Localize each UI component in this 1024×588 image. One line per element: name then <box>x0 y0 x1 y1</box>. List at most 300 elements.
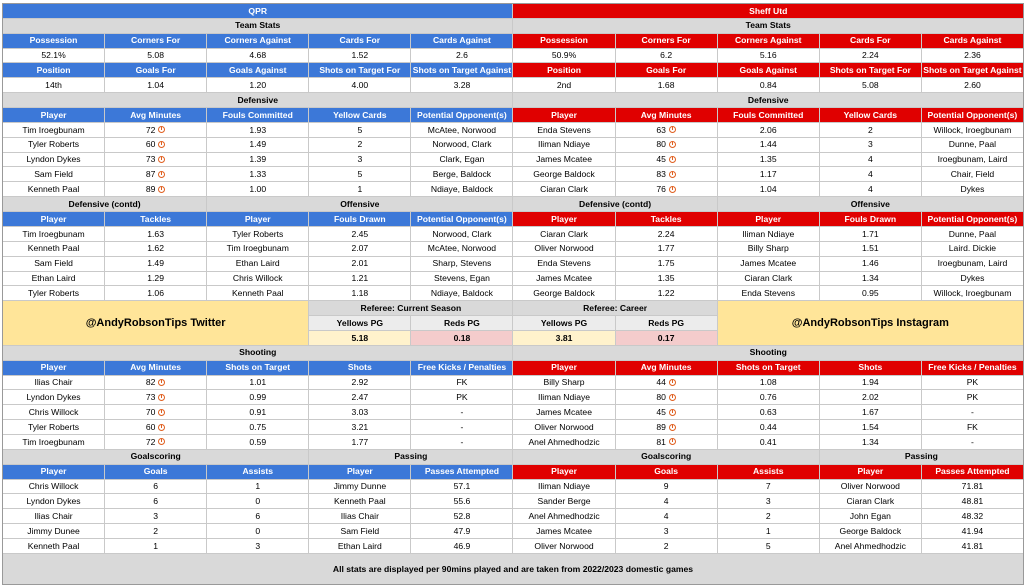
home-stat-value: 5.08 <box>105 49 206 63</box>
away-defensive-cell: 1.35 <box>718 153 819 167</box>
away-defensive-cell: Ciaran Clark <box>513 182 614 196</box>
away-tackles-cell: 1.75 <box>616 257 717 271</box>
home-goals-cell: 3 <box>207 539 308 553</box>
home-defensive-cell: McAtee, Norwood <box>411 123 512 137</box>
away-defensive-cell-value: 83 <box>656 169 666 180</box>
away-passing-cell: Oliver Norwood <box>820 480 921 494</box>
home-offensive-header: Potential Opponent(s) <box>411 212 512 226</box>
home-tackles-header: Tackles <box>105 212 206 226</box>
home-goals-cell: 3 <box>105 509 206 523</box>
away-goals-header: Assists <box>718 465 819 479</box>
home-defensive-cell-value: 89 <box>145 183 156 194</box>
home-offensive-cell: Kenneth Paal <box>207 286 308 300</box>
home-goals-cell: Kenneth Paal <box>3 539 104 553</box>
section-goalscoring-away: Goalscoring <box>513 450 818 464</box>
section-shooting-home: Shooting <box>3 346 512 360</box>
home-goals-cell: 1 <box>207 480 308 494</box>
away-defensive-header: Yellow Cards <box>820 108 921 122</box>
stopwatch-icon <box>158 126 165 133</box>
away-goals-header: Player <box>513 465 614 479</box>
home-tackles-cell: Sam Field <box>3 257 104 271</box>
away-shooting-cell: 0.41 <box>718 435 819 449</box>
away-defensive-cell: Iroegbunam, Laird <box>922 153 1023 167</box>
home-defensive-cell: 1.00 <box>207 182 308 196</box>
home-passing-header: Passes Attempted <box>411 465 512 479</box>
home-defensive-header: Potential Opponent(s) <box>411 108 512 122</box>
away-goals-cell: Anel Ahmedhodzic <box>513 509 614 523</box>
stopwatch-icon <box>158 394 165 401</box>
home-stat-header: Cards Against <box>411 34 512 48</box>
away-shooting-cell-value: 44 <box>656 377 666 388</box>
away-goals-cell: James Mcatee <box>513 524 614 538</box>
home-defensive-cell: Tyler Roberts <box>3 138 104 152</box>
home-offensive-cell: 1.21 <box>309 272 410 286</box>
away-defensive-header: Fouls Committed <box>718 108 819 122</box>
home-offensive-cell: Sharp, Stevens <box>411 257 512 271</box>
home-offensive-cell: Chris Willock <box>207 272 308 286</box>
away-shooting-cell: 1.54 <box>820 420 921 434</box>
away-defensive-cell: George Baldock <box>513 167 614 181</box>
away-shooting-cell: 1.67 <box>820 405 921 419</box>
away-goals-cell: 2 <box>616 539 717 553</box>
away-stat-value: 2nd <box>513 78 614 92</box>
home-passing-cell: Jimmy Dunne <box>309 480 410 494</box>
home-defensive-cell: 1.93 <box>207 123 308 137</box>
away-stat-header: Position <box>513 63 614 77</box>
away-goals-cell: 9 <box>616 480 717 494</box>
away-defensive-header: Potential Opponent(s) <box>922 108 1023 122</box>
away-passing-cell: 41.81 <box>922 539 1023 553</box>
away-defensive-cell <box>616 123 717 137</box>
home-stat-header: Shots on Target For <box>309 63 410 77</box>
section-shooting-away: Shooting <box>513 346 1023 360</box>
away-defensive-cell <box>616 138 717 152</box>
home-defensive-cell: 5 <box>309 167 410 181</box>
home-defensive-cell: Kenneth Paal <box>3 182 104 196</box>
home-shooting-cell: 1.77 <box>309 435 410 449</box>
stopwatch-icon <box>158 156 165 163</box>
home-defensive-cell <box>105 182 206 196</box>
away-offensive-cell: Willock, Iroegbunam <box>922 286 1023 300</box>
home-passing-cell: Ilias Chair <box>309 509 410 523</box>
home-offensive-cell: Tim Iroegbunam <box>207 242 308 256</box>
home-stat-value: 52.1% <box>3 49 104 63</box>
home-shooting-cell: - <box>411 420 512 434</box>
away-passing-cell: John Egan <box>820 509 921 523</box>
home-shooting-cell: 0.75 <box>207 420 308 434</box>
home-defensive-cell: 1.49 <box>207 138 308 152</box>
away-defensive-cell: Enda Stevens <box>513 123 614 137</box>
away-tackles-cell: George Baldock <box>513 286 614 300</box>
home-goals-cell: 2 <box>105 524 206 538</box>
away-defensive-cell: 2 <box>820 123 921 137</box>
home-tackles-header: Player <box>3 212 104 226</box>
home-shooting-cell: FK <box>411 376 512 390</box>
away-defensive-cell: James Mcatee <box>513 153 614 167</box>
stopwatch-icon <box>158 424 165 431</box>
away-passing-cell: 48.81 <box>922 494 1023 508</box>
home-shooting-cell-value: 60 <box>145 421 156 432</box>
away-offensive-cell: 0.95 <box>820 286 921 300</box>
away-offensive-header: Fouls Drawn <box>820 212 921 226</box>
home-shooting-cell: - <box>411 405 512 419</box>
section-passing-away: Passing <box>820 450 1023 464</box>
stopwatch-icon <box>669 394 676 401</box>
home-shooting-cell: 1.01 <box>207 376 308 390</box>
away-offensive-cell: Dykes <box>922 272 1023 286</box>
away-shooting-cell: James Mcatee <box>513 405 614 419</box>
instagram-promo: @AndyRobsonTips Instagram <box>718 301 1023 345</box>
away-offensive-cell: James Mcatee <box>718 257 819 271</box>
away-tackles-header: Player <box>513 212 614 226</box>
away-passing-cell: Anel Ahmedhodzic <box>820 539 921 553</box>
team-header-sheff-utd: Sheff Utd <box>513 4 1023 18</box>
home-passing-header: Player <box>309 465 410 479</box>
home-goals-cell: 6 <box>105 480 206 494</box>
home-defensive-header: Avg Minutes <box>105 108 206 122</box>
home-shooting-cell: Chris Willock <box>3 405 104 419</box>
home-offensive-cell: Ethan Laird <box>207 257 308 271</box>
home-defensive-cell: Ndiaye, Baldock <box>411 182 512 196</box>
away-shooting-cell: Billy Sharp <box>513 376 614 390</box>
home-shooting-cell-value: 70 <box>145 406 156 417</box>
section-offensive-home: Offensive <box>207 197 512 211</box>
home-goals-header: Goals <box>105 465 206 479</box>
referee-season-yellows: 5.18 <box>309 331 410 345</box>
away-shooting-header: Shots on Target <box>718 361 819 375</box>
away-defensive-cell: 4 <box>820 182 921 196</box>
home-offensive-cell: McAtee, Norwood <box>411 242 512 256</box>
section-defensive-away: Defensive <box>513 93 1023 107</box>
home-stat-header: Cards For <box>309 34 410 48</box>
home-defensive-cell <box>105 167 206 181</box>
home-stat-value: 1.04 <box>105 78 206 92</box>
section-team-stats-away: Team Stats <box>513 19 1023 33</box>
away-goals-cell: 2 <box>718 509 819 523</box>
section-passing-home: Passing <box>309 450 512 464</box>
away-defensive-cell: 3 <box>820 138 921 152</box>
stopwatch-icon <box>669 186 676 193</box>
home-offensive-cell: 2.01 <box>309 257 410 271</box>
stopwatch-icon <box>158 171 165 178</box>
home-tackles-cell: 1.06 <box>105 286 206 300</box>
away-goals-cell: 5 <box>718 539 819 553</box>
home-passing-cell: Kenneth Paal <box>309 494 410 508</box>
away-tackles-cell: 2.24 <box>616 227 717 241</box>
away-defensive-cell: Chair, Field <box>922 167 1023 181</box>
away-defensive-cell: Iliman Ndiaye <box>513 138 614 152</box>
away-goals-cell: 3 <box>616 524 717 538</box>
home-goals-cell: 6 <box>207 509 308 523</box>
away-shooting-cell: 1.34 <box>820 435 921 449</box>
home-passing-cell: 55.6 <box>411 494 512 508</box>
home-shooting-header: Avg Minutes <box>105 361 206 375</box>
away-shooting-cell-value: 81 <box>656 436 666 447</box>
away-shooting-cell: - <box>922 435 1023 449</box>
away-passing-header: Passes Attempted <box>922 465 1023 479</box>
home-tackles-cell: Kenneth Paal <box>3 242 104 256</box>
away-defensive-cell: 2.06 <box>718 123 819 137</box>
away-defensive-cell: Dykes <box>922 182 1023 196</box>
away-defensive-cell: Willock, Iroegbunam <box>922 123 1023 137</box>
away-defensive-cell <box>616 182 717 196</box>
home-stat-header: Position <box>3 63 104 77</box>
home-defensive-cell <box>105 153 206 167</box>
home-defensive-cell: Lyndon Dykes <box>3 153 104 167</box>
home-shooting-cell: Tim Iroegbunam <box>3 435 104 449</box>
stopwatch-icon <box>158 409 165 416</box>
home-defensive-cell-value: 73 <box>145 154 156 165</box>
stopwatch-icon <box>669 126 676 133</box>
away-passing-cell: 48.32 <box>922 509 1023 523</box>
away-shooting-cell: 0.63 <box>718 405 819 419</box>
stopwatch-icon <box>669 379 676 386</box>
away-passing-cell: George Baldock <box>820 524 921 538</box>
section-team-stats-home: Team Stats <box>3 19 512 33</box>
home-defensive-cell <box>105 138 206 152</box>
away-offensive-cell: Iroegbunam, Laird <box>922 257 1023 271</box>
away-shooting-header: Shots <box>820 361 921 375</box>
twitter-promo: @AndyRobsonTips Twitter <box>3 301 308 345</box>
home-shooting-cell: 0.59 <box>207 435 308 449</box>
home-goals-cell: Ilias Chair <box>3 509 104 523</box>
stopwatch-icon <box>669 424 676 431</box>
away-goals-cell: 4 <box>616 509 717 523</box>
home-defensive-cell: 2 <box>309 138 410 152</box>
home-offensive-cell: Ndiaye, Baldock <box>411 286 512 300</box>
stopwatch-icon <box>669 409 676 416</box>
away-offensive-cell: Enda Stevens <box>718 286 819 300</box>
home-defensive-cell <box>105 123 206 137</box>
home-goals-cell: Lyndon Dykes <box>3 494 104 508</box>
home-passing-cell: Sam Field <box>309 524 410 538</box>
stopwatch-icon <box>669 438 676 445</box>
away-offensive-cell: Dunne, Paal <box>922 227 1023 241</box>
away-offensive-cell: Ciaran Clark <box>718 272 819 286</box>
referee-season-reds-label: Reds PG <box>411 316 512 330</box>
home-tackles-cell: 1.29 <box>105 272 206 286</box>
away-passing-header: Player <box>820 465 921 479</box>
away-shooting-cell: Anel Ahmedhodzic <box>513 435 614 449</box>
home-tackles-cell: 1.62 <box>105 242 206 256</box>
home-shooting-cell <box>105 405 206 419</box>
away-defensive-header: Player <box>513 108 614 122</box>
away-defensive-cell-value: 45 <box>656 154 666 165</box>
home-defensive-header: Fouls Committed <box>207 108 308 122</box>
away-shooting-header: Free Kicks / Penalties <box>922 361 1023 375</box>
home-shooting-cell <box>105 376 206 390</box>
away-defensive-cell: 1.04 <box>718 182 819 196</box>
home-passing-cell: 46.9 <box>411 539 512 553</box>
away-defensive-cell <box>616 153 717 167</box>
away-shooting-header: Avg Minutes <box>616 361 717 375</box>
section-defensive-home: Defensive <box>3 93 512 107</box>
home-passing-cell: 47.9 <box>411 524 512 538</box>
away-offensive-cell: 1.51 <box>820 242 921 256</box>
away-shooting-cell: 2.02 <box>820 390 921 404</box>
away-stat-value: 2.60 <box>922 78 1023 92</box>
home-defensive-cell-value: 72 <box>145 124 156 135</box>
away-stat-header: Corners For <box>616 34 717 48</box>
home-tackles-cell: 1.63 <box>105 227 206 241</box>
stopwatch-icon <box>669 141 676 148</box>
away-offensive-cell: 1.34 <box>820 272 921 286</box>
stopwatch-icon <box>158 186 165 193</box>
away-tackles-cell: Enda Stevens <box>513 257 614 271</box>
away-shooting-cell: Iliman Ndiaye <box>513 390 614 404</box>
away-shooting-cell: PK <box>922 390 1023 404</box>
home-shooting-cell-value: 72 <box>145 436 156 447</box>
home-shooting-cell: 0.91 <box>207 405 308 419</box>
home-stat-value: 3.28 <box>411 78 512 92</box>
home-passing-cell: 52.8 <box>411 509 512 523</box>
away-offensive-cell: Iliman Ndiaye <box>718 227 819 241</box>
home-defensive-cell: Berge, Baldock <box>411 167 512 181</box>
away-passing-cell: 71.81 <box>922 480 1023 494</box>
away-defensive-cell-value: 76 <box>656 183 666 194</box>
home-offensive-cell: 2.07 <box>309 242 410 256</box>
away-stat-header: Cards For <box>820 34 921 48</box>
away-goals-cell: Sander Berge <box>513 494 614 508</box>
home-defensive-cell: 3 <box>309 153 410 167</box>
home-shooting-cell: Lyndon Dykes <box>3 390 104 404</box>
away-stat-value: 0.84 <box>718 78 819 92</box>
away-shooting-cell <box>616 435 717 449</box>
home-goals-cell: Jimmy Dunee <box>3 524 104 538</box>
home-defensive-cell: 5 <box>309 123 410 137</box>
home-shooting-cell: - <box>411 435 512 449</box>
home-stat-header: Possession <box>3 34 104 48</box>
section-defensive-contd-home: Defensive (contd) <box>3 197 206 211</box>
away-goals-cell: 3 <box>718 494 819 508</box>
home-defensive-cell: Sam Field <box>3 167 104 181</box>
away-shooting-cell: PK <box>922 376 1023 390</box>
away-stat-header: Possession <box>513 34 614 48</box>
away-shooting-cell-value: 80 <box>656 392 666 403</box>
away-offensive-cell: 1.71 <box>820 227 921 241</box>
home-stat-value: 4.68 <box>207 49 308 63</box>
away-shooting-cell: 0.44 <box>718 420 819 434</box>
home-defensive-cell: 1 <box>309 182 410 196</box>
away-shooting-cell <box>616 390 717 404</box>
stopwatch-icon <box>158 438 165 445</box>
home-stat-header: Shots on Target Against <box>411 63 512 77</box>
home-goals-header: Assists <box>207 465 308 479</box>
home-goals-header: Player <box>3 465 104 479</box>
away-defensive-cell-value: 80 <box>656 139 666 150</box>
away-goals-cell: Iliman Ndiaye <box>513 480 614 494</box>
home-stat-value: 1.52 <box>309 49 410 63</box>
stopwatch-icon <box>669 156 676 163</box>
home-stat-value: 14th <box>3 78 104 92</box>
home-defensive-cell-value: 60 <box>145 139 156 150</box>
stopwatch-icon <box>669 171 676 178</box>
home-offensive-cell: 2.45 <box>309 227 410 241</box>
home-stat-value: 1.20 <box>207 78 308 92</box>
away-stat-value: 50.9% <box>513 49 614 63</box>
away-stat-header: Shots on Target Against <box>922 63 1023 77</box>
away-shooting-cell: FK <box>922 420 1023 434</box>
home-shooting-cell: 3.03 <box>309 405 410 419</box>
home-shooting-cell: Ilias Chair <box>3 376 104 390</box>
home-shooting-cell-value: 82 <box>145 377 156 388</box>
home-defensive-header: Yellow Cards <box>309 108 410 122</box>
away-passing-cell: 41.94 <box>922 524 1023 538</box>
home-shooting-cell: 2.92 <box>309 376 410 390</box>
away-shooting-cell <box>616 376 717 390</box>
section-goalscoring-home: Goalscoring <box>3 450 308 464</box>
away-stat-value: 6.2 <box>616 49 717 63</box>
home-goals-cell: 1 <box>105 539 206 553</box>
away-tackles-cell: Oliver Norwood <box>513 242 614 256</box>
away-stat-value: 2.24 <box>820 49 921 63</box>
home-passing-cell: 57.1 <box>411 480 512 494</box>
home-offensive-cell: 1.18 <box>309 286 410 300</box>
home-tackles-cell: Ethan Laird <box>3 272 104 286</box>
away-stat-header: Goals Against <box>718 63 819 77</box>
away-shooting-cell <box>616 420 717 434</box>
away-stat-header: Corners Against <box>718 34 819 48</box>
home-defensive-cell: 1.33 <box>207 167 308 181</box>
away-defensive-cell-value: 63 <box>656 124 666 135</box>
home-shooting-header: Shots on Target <box>207 361 308 375</box>
home-tackles-cell: Tyler Roberts <box>3 286 104 300</box>
referee-career-yellows-label: Yellows PG <box>513 316 614 330</box>
home-defensive-cell: Tim Iroegbunam <box>3 123 104 137</box>
away-stat-header: Cards Against <box>922 34 1023 48</box>
away-shooting-cell-value: 89 <box>656 421 666 432</box>
away-shooting-header: Player <box>513 361 614 375</box>
referee-season-reds: 0.18 <box>411 331 512 345</box>
away-defensive-cell: 4 <box>820 153 921 167</box>
home-offensive-cell: Tyler Roberts <box>207 227 308 241</box>
away-tackles-header: Tackles <box>616 212 717 226</box>
home-stat-header: Goals Against <box>207 63 308 77</box>
referee-career-reds: 0.17 <box>616 331 717 345</box>
home-shooting-cell: PK <box>411 390 512 404</box>
home-offensive-header: Fouls Drawn <box>309 212 410 226</box>
away-shooting-cell: Oliver Norwood <box>513 420 614 434</box>
home-goals-cell: Chris Willock <box>3 480 104 494</box>
home-shooting-cell: 2.47 <box>309 390 410 404</box>
away-goals-cell: 1 <box>718 524 819 538</box>
away-defensive-cell: 1.17 <box>718 167 819 181</box>
away-stat-header: Shots on Target For <box>820 63 921 77</box>
away-offensive-header: Player <box>718 212 819 226</box>
home-defensive-cell: Clark, Egan <box>411 153 512 167</box>
referee-season-yellows-label: Yellows PG <box>309 316 410 330</box>
home-tackles-cell: 1.49 <box>105 257 206 271</box>
away-tackles-cell: 1.35 <box>616 272 717 286</box>
away-defensive-cell <box>616 167 717 181</box>
home-passing-cell: Ethan Laird <box>309 539 410 553</box>
home-defensive-cell-value: 87 <box>145 169 156 180</box>
section-offensive-away: Offensive <box>718 197 1023 211</box>
away-tackles-cell: 1.22 <box>616 286 717 300</box>
away-passing-cell: Ciaran Clark <box>820 494 921 508</box>
referee-career-yellows: 3.81 <box>513 331 614 345</box>
home-shooting-header: Free Kicks / Penalties <box>411 361 512 375</box>
away-shooting-cell: 1.08 <box>718 376 819 390</box>
away-defensive-header: Avg Minutes <box>616 108 717 122</box>
home-tackles-cell: Tim Iroegbunam <box>3 227 104 241</box>
home-goals-cell: 0 <box>207 494 308 508</box>
home-shooting-header: Player <box>3 361 104 375</box>
away-goals-cell: 4 <box>616 494 717 508</box>
away-shooting-cell-value: 45 <box>656 406 666 417</box>
home-stat-header: Goals For <box>105 63 206 77</box>
away-stat-header: Goals For <box>616 63 717 77</box>
